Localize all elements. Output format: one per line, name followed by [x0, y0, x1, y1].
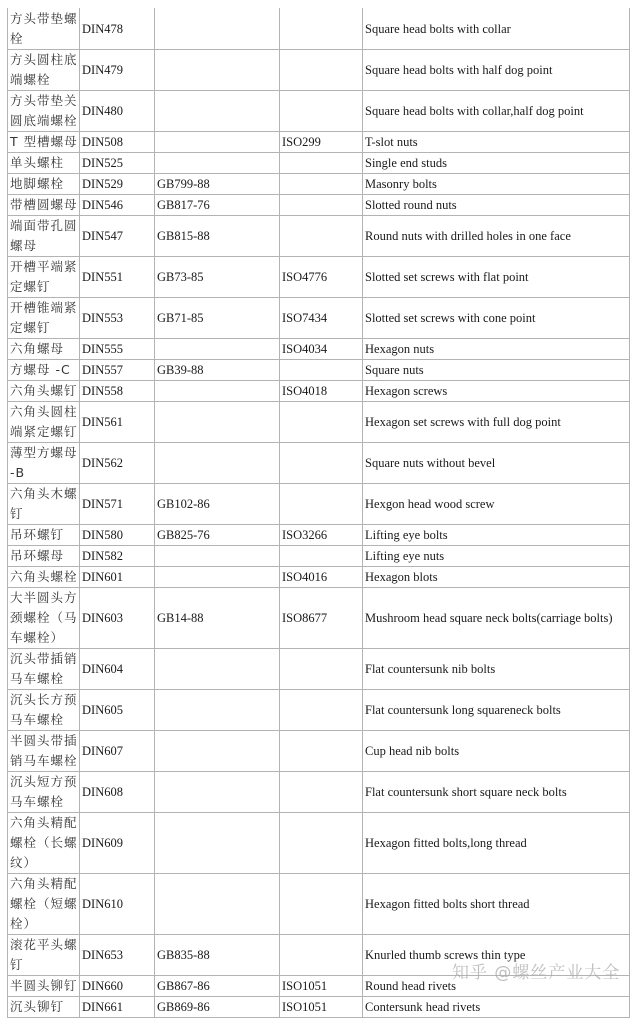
cell-iso-standard: ISO8677	[280, 588, 363, 649]
table-row	[8, 153, 630, 174]
cell-din-standard: DIN582	[80, 546, 155, 567]
cell-chinese-name: T 型槽螺母	[8, 132, 80, 153]
cell-chinese-name: 半圆头铆钉	[8, 976, 80, 997]
cell-english-name: Single end studs	[363, 153, 630, 174]
table-row	[8, 588, 630, 649]
fastener-standards-table	[7, 8, 630, 1018]
cell-din-standard: DIN555	[80, 339, 155, 360]
cell-gb-standard	[155, 91, 280, 132]
cell-english-name: Lifting eye nuts	[363, 546, 630, 567]
cell-chinese-name: 单头螺柱	[8, 153, 80, 174]
cell-english-name: Flat countersunk short square neck bolts	[363, 772, 630, 813]
cell-iso-standard	[280, 360, 363, 381]
cell-chinese-name: 六角头螺栓	[8, 567, 80, 588]
cell-english-name: Flat countersunk long squareneck bolts	[363, 690, 630, 731]
cell-gb-standard	[155, 9, 280, 50]
cell-gb-standard	[155, 567, 280, 588]
cell-iso-standard: ISO4034	[280, 339, 363, 360]
cell-chinese-name: 六角头精配螺栓（短螺栓）	[8, 874, 80, 935]
cell-english-name: Square nuts	[363, 360, 630, 381]
cell-chinese-name: 吊环螺钉	[8, 525, 80, 546]
table-row	[8, 174, 630, 195]
cell-chinese-name: 吊环螺母	[8, 546, 80, 567]
cell-chinese-name: 薄型方螺母 -B	[8, 443, 80, 484]
cell-iso-standard: ISO7434	[280, 298, 363, 339]
table-row	[8, 298, 630, 339]
cell-iso-standard: ISO4018	[280, 381, 363, 402]
cell-chinese-name: 地脚螺栓	[8, 174, 80, 195]
cell-iso-standard: ISO3266	[280, 525, 363, 546]
cell-iso-standard	[280, 91, 363, 132]
table-row	[8, 50, 630, 91]
table-row	[8, 195, 630, 216]
cell-gb-standard	[155, 874, 280, 935]
cell-chinese-name: 方头带垫螺栓	[8, 9, 80, 50]
cell-gb-standard: GB867-86	[155, 976, 280, 997]
cell-iso-standard	[280, 174, 363, 195]
cell-chinese-name: 开槽锥端紧定螺钉	[8, 298, 80, 339]
fastener-standards-table-container	[7, 8, 629, 1018]
cell-gb-standard	[155, 649, 280, 690]
cell-chinese-name: 沉头铆钉	[8, 997, 80, 1018]
cell-english-name: Round head rivets	[363, 976, 630, 997]
table-row	[8, 360, 630, 381]
table-row	[8, 257, 630, 298]
cell-din-standard: DIN558	[80, 381, 155, 402]
cell-english-name: Square nuts without bevel	[363, 443, 630, 484]
cell-english-name: Square head bolts with half dog point	[363, 50, 630, 91]
table-row	[8, 935, 630, 976]
cell-gb-standard	[155, 772, 280, 813]
table-row	[8, 772, 630, 813]
table-body	[8, 9, 630, 1018]
cell-iso-standard	[280, 484, 363, 525]
cell-iso-standard: ISO4776	[280, 257, 363, 298]
cell-iso-standard	[280, 874, 363, 935]
cell-din-standard: DIN546	[80, 195, 155, 216]
cell-chinese-name: 六角螺母	[8, 339, 80, 360]
table-row	[8, 216, 630, 257]
cell-iso-standard	[280, 935, 363, 976]
cell-gb-standard	[155, 50, 280, 91]
cell-gb-standard: GB869-86	[155, 997, 280, 1018]
cell-din-standard: DIN480	[80, 91, 155, 132]
table-row	[8, 731, 630, 772]
cell-din-standard: DIN479	[80, 50, 155, 91]
table-row	[8, 976, 630, 997]
cell-chinese-name: 端面带孔圆螺母	[8, 216, 80, 257]
cell-iso-standard	[280, 443, 363, 484]
cell-din-standard: DIN580	[80, 525, 155, 546]
cell-din-standard: DIN601	[80, 567, 155, 588]
cell-chinese-name: 六角头木螺钉	[8, 484, 80, 525]
cell-iso-standard	[280, 731, 363, 772]
cell-din-standard: DIN660	[80, 976, 155, 997]
table-row	[8, 690, 630, 731]
cell-gb-standard: GB71-85	[155, 298, 280, 339]
cell-din-standard: DIN525	[80, 153, 155, 174]
table-row	[8, 402, 630, 443]
cell-english-name: Hexagon screws	[363, 381, 630, 402]
cell-gb-standard: GB73-85	[155, 257, 280, 298]
cell-iso-standard	[280, 649, 363, 690]
cell-iso-standard	[280, 772, 363, 813]
cell-english-name: Hexagon nuts	[363, 339, 630, 360]
cell-iso-standard: ISO1051	[280, 976, 363, 997]
cell-din-standard: DIN562	[80, 443, 155, 484]
cell-gb-standard: GB815-88	[155, 216, 280, 257]
table-row	[8, 339, 630, 360]
cell-english-name: Slotted set screws with flat point	[363, 257, 630, 298]
table-row	[8, 813, 630, 874]
cell-gb-standard	[155, 690, 280, 731]
cell-english-name: Hexagon fitted bolts,long thread	[363, 813, 630, 874]
cell-din-standard: DIN478	[80, 9, 155, 50]
cell-iso-standard	[280, 690, 363, 731]
table-row	[8, 91, 630, 132]
cell-iso-standard: ISO299	[280, 132, 363, 153]
cell-english-name: Slotted set screws with cone point	[363, 298, 630, 339]
cell-chinese-name: 开槽平端紧定螺钉	[8, 257, 80, 298]
table-row	[8, 9, 630, 50]
cell-chinese-name: 沉头长方预马车螺栓	[8, 690, 80, 731]
cell-gb-standard: GB799-88	[155, 174, 280, 195]
table-row	[8, 484, 630, 525]
cell-gb-standard: GB39-88	[155, 360, 280, 381]
cell-din-standard: DIN547	[80, 216, 155, 257]
table-row	[8, 443, 630, 484]
cell-english-name: Hexagon fitted bolts short thread	[363, 874, 630, 935]
cell-gb-standard: GB817-76	[155, 195, 280, 216]
cell-din-standard: DIN603	[80, 588, 155, 649]
table-row	[8, 567, 630, 588]
table-row	[8, 381, 630, 402]
cell-english-name: Mushroom head square neck bolts(carriage bolts)	[363, 588, 630, 649]
table-row	[8, 525, 630, 546]
cell-din-standard: DIN508	[80, 132, 155, 153]
watermark: 知乎 @螺丝产业大全	[452, 963, 621, 983]
cell-gb-standard	[155, 546, 280, 567]
cell-din-standard: DIN529	[80, 174, 155, 195]
table-row	[8, 997, 630, 1018]
cell-gb-standard	[155, 813, 280, 874]
cell-iso-standard: ISO4016	[280, 567, 363, 588]
cell-english-name: Masonry bolts	[363, 174, 630, 195]
cell-chinese-name: 沉头短方预马车螺栓	[8, 772, 80, 813]
cell-chinese-name: 带槽圆螺母	[8, 195, 80, 216]
cell-din-standard: DIN551	[80, 257, 155, 298]
cell-din-standard: DIN557	[80, 360, 155, 381]
cell-din-standard: DIN610	[80, 874, 155, 935]
cell-din-standard: DIN605	[80, 690, 155, 731]
cell-english-name: Square head bolts with collar	[363, 9, 630, 50]
cell-gb-standard	[155, 402, 280, 443]
cell-din-standard: DIN571	[80, 484, 155, 525]
cell-gb-standard	[155, 731, 280, 772]
cell-iso-standard	[280, 216, 363, 257]
table-row	[8, 649, 630, 690]
cell-din-standard: DIN553	[80, 298, 155, 339]
cell-gb-standard	[155, 132, 280, 153]
cell-chinese-name: 半圆头带插销马车螺栓	[8, 731, 80, 772]
cell-english-name: Hexgon head wood screw	[363, 484, 630, 525]
cell-din-standard: DIN609	[80, 813, 155, 874]
cell-gb-standard: GB835-88	[155, 935, 280, 976]
cell-gb-standard	[155, 339, 280, 360]
cell-iso-standard	[280, 195, 363, 216]
cell-chinese-name: 大半圆头方颈螺栓（马车螺栓）	[8, 588, 80, 649]
cell-english-name: Round nuts with drilled holes in one face	[363, 216, 630, 257]
cell-chinese-name: 六角头精配螺栓（长螺纹）	[8, 813, 80, 874]
cell-english-name: Flat countersunk nib bolts	[363, 649, 630, 690]
cell-english-name: Lifting eye bolts	[363, 525, 630, 546]
table-row	[8, 546, 630, 567]
cell-gb-standard	[155, 153, 280, 174]
cell-gb-standard	[155, 381, 280, 402]
cell-iso-standard	[280, 402, 363, 443]
cell-chinese-name: 方螺母 -C	[8, 360, 80, 381]
cell-chinese-name: 方头带垫关圆底端螺栓	[8, 91, 80, 132]
cell-din-standard: DIN607	[80, 731, 155, 772]
cell-iso-standard	[280, 813, 363, 874]
cell-chinese-name: 方头圆柱底端螺栓	[8, 50, 80, 91]
cell-iso-standard: ISO1051	[280, 997, 363, 1018]
table-row	[8, 132, 630, 153]
cell-iso-standard	[280, 50, 363, 91]
cell-english-name: Knurled thumb screws thin type	[363, 935, 630, 976]
cell-english-name: Cup head nib bolts	[363, 731, 630, 772]
cell-chinese-name: 六角头圆柱端紧定螺钉	[8, 402, 80, 443]
cell-english-name: Hexagon set screws with full dog point	[363, 402, 630, 443]
cell-english-name: Slotted round nuts	[363, 195, 630, 216]
cell-english-name: Hexagon blots	[363, 567, 630, 588]
cell-gb-standard: GB825-76	[155, 525, 280, 546]
cell-english-name: Square head bolts with collar,half dog point	[363, 91, 630, 132]
cell-chinese-name: 沉头带插销马车螺栓	[8, 649, 80, 690]
cell-din-standard: DIN608	[80, 772, 155, 813]
cell-din-standard: DIN653	[80, 935, 155, 976]
cell-english-name: Contersunk head rivets	[363, 997, 630, 1018]
cell-din-standard: DIN661	[80, 997, 155, 1018]
cell-iso-standard	[280, 153, 363, 174]
cell-english-name: T-slot nuts	[363, 132, 630, 153]
cell-chinese-name: 六角头螺钉	[8, 381, 80, 402]
cell-iso-standard	[280, 9, 363, 50]
cell-gb-standard: GB102-86	[155, 484, 280, 525]
cell-chinese-name: 滚花平头螺钉	[8, 935, 80, 976]
cell-din-standard: DIN561	[80, 402, 155, 443]
cell-iso-standard	[280, 546, 363, 567]
cell-gb-standard: GB14-88	[155, 588, 280, 649]
cell-gb-standard	[155, 443, 280, 484]
table-row	[8, 874, 630, 935]
cell-din-standard: DIN604	[80, 649, 155, 690]
